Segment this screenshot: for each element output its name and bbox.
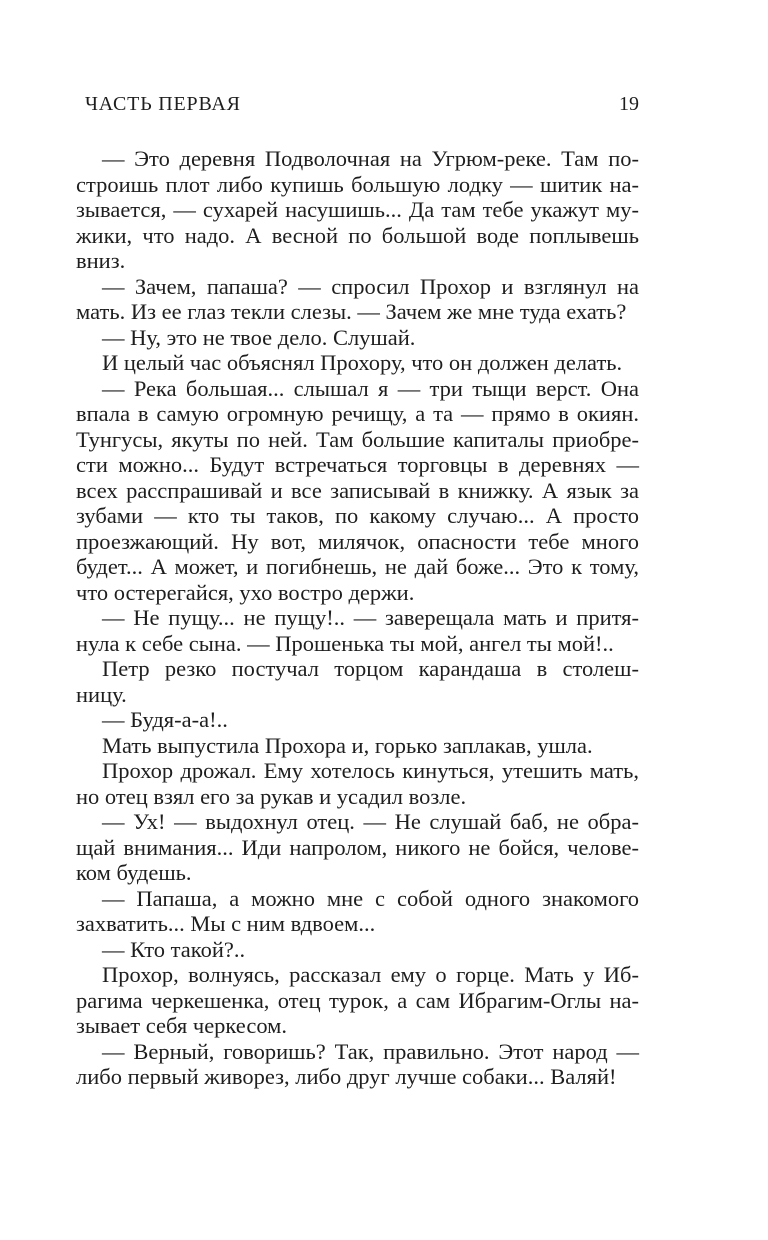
- text-line: либо первый живорез, либо друг лучше собаки... Валяй!: [76, 1064, 617, 1089]
- text-line: — Зачем, папаша? — спросил Прохор и взглянул на: [102, 273, 639, 299]
- text-line: щай внимания... Иди напролом, никого не бойся, челове-: [76, 834, 639, 860]
- text-line: строишь плот либо купишь большую лодку — шитик на-: [76, 171, 639, 197]
- paragraph: [76, 325, 639, 351]
- paragraph: [76, 886, 639, 937]
- paragraph: [76, 962, 639, 1039]
- paragraph: [76, 1039, 639, 1090]
- text-line: рагима черкешенка, отец турок, а сам Ибрагим-Оглы на-: [76, 987, 639, 1013]
- running-header: [76, 93, 639, 115]
- text-line: Тунгусы, якуты по ней. Там большие капиталы приобре-: [76, 426, 639, 452]
- paragraph: [76, 937, 639, 963]
- paragraph: [76, 350, 639, 376]
- text-line: ницу.: [76, 681, 127, 707]
- text-line: сти можно... Будут встречаться торговцы в деревнях —: [76, 452, 639, 477]
- paragraph: [76, 707, 639, 733]
- text-line: но отец взял его за рукав и усадил возле.: [76, 783, 467, 809]
- paragraph: [76, 274, 639, 325]
- paragraph: [76, 146, 639, 274]
- text-line: впала в самую огромную речищу, а та — прямо в окиян.: [76, 401, 639, 426]
- text-line: будет... А может, и погибнешь, не дай боже... Это к тому,: [76, 554, 639, 579]
- paragraph: [76, 376, 639, 606]
- text-line: — Будя-а-а!..: [102, 707, 228, 732]
- text-line: что остерегайся, ухо востро держи.: [76, 579, 415, 605]
- paragraph: [76, 733, 639, 759]
- text-line: Прохор, волнуясь, рассказал ему о горце. Мать у Иб-: [102, 962, 639, 987]
- text-line: — Ну, это не твое дело. Слушай.: [102, 324, 416, 350]
- page-body: [76, 146, 639, 1090]
- text-line: — Это деревня Подволочная на Угрюм-реке. Там по-: [102, 146, 639, 171]
- text-line: нула к себе сына. — Прошенька ты мой, ангел ты мой!..: [76, 630, 614, 656]
- text-line: — Не пущу... не пущу!.. — заверещала мать и притя-: [102, 605, 639, 630]
- paragraph: [76, 758, 639, 809]
- text-line: Мать выпустила Прохора и, горько заплакав, ушла.: [102, 732, 593, 758]
- page-number: 19: [619, 93, 639, 115]
- text-line: захватить... Мы с ним вдвоем...: [76, 911, 376, 936]
- running-title: ЧАСТЬ ПЕРВАЯ: [85, 93, 241, 115]
- text-line: зывает себя черкесом.: [76, 1013, 288, 1038]
- text-line: проезжающий. Ну вот, милячок, опасности тебе много: [76, 528, 639, 554]
- text-line: всех расспрашивай и все записывай в книжку. А язык за: [76, 477, 639, 503]
- paragraph: [76, 656, 639, 707]
- text-line: Прохор дрожал. Ему хотелось кинуться, утешить мать,: [102, 758, 639, 783]
- text-line: зывается, — сухарей насушишь... Да там тебе укажут му-: [76, 197, 639, 222]
- text-line: — Кто такой?..: [102, 936, 246, 962]
- text-line: жики, что надо. А весной по большой воде поплывешь: [76, 222, 639, 248]
- text-line: — Верный, говоришь? Так, правильно. Этот народ —: [102, 1038, 639, 1064]
- paragraph: [76, 809, 639, 886]
- text-line: — Ух! — выдохнул отец. — Не слушай баб, не обра-: [102, 809, 639, 834]
- text-line: вниз.: [76, 248, 126, 273]
- paragraph: [76, 605, 639, 656]
- text-line: ком будешь.: [76, 860, 192, 885]
- text-line: мать. Из ее глаз текли слезы. — Зачем же мне туда ехать?: [76, 299, 627, 324]
- text-line: И целый час объяснял Прохору, что он должен делать.: [102, 350, 623, 375]
- text-line: зубами — кто ты таков, по какому случаю... А просто: [76, 503, 639, 528]
- text-line: Петр резко постучал торцом карандаша в столеш-: [102, 656, 639, 681]
- text-line: — Папаша, а можно мне с собой одного знакомого: [102, 885, 639, 911]
- text-line: — Река большая... слышал я — три тыщи верст. Она: [102, 375, 639, 401]
